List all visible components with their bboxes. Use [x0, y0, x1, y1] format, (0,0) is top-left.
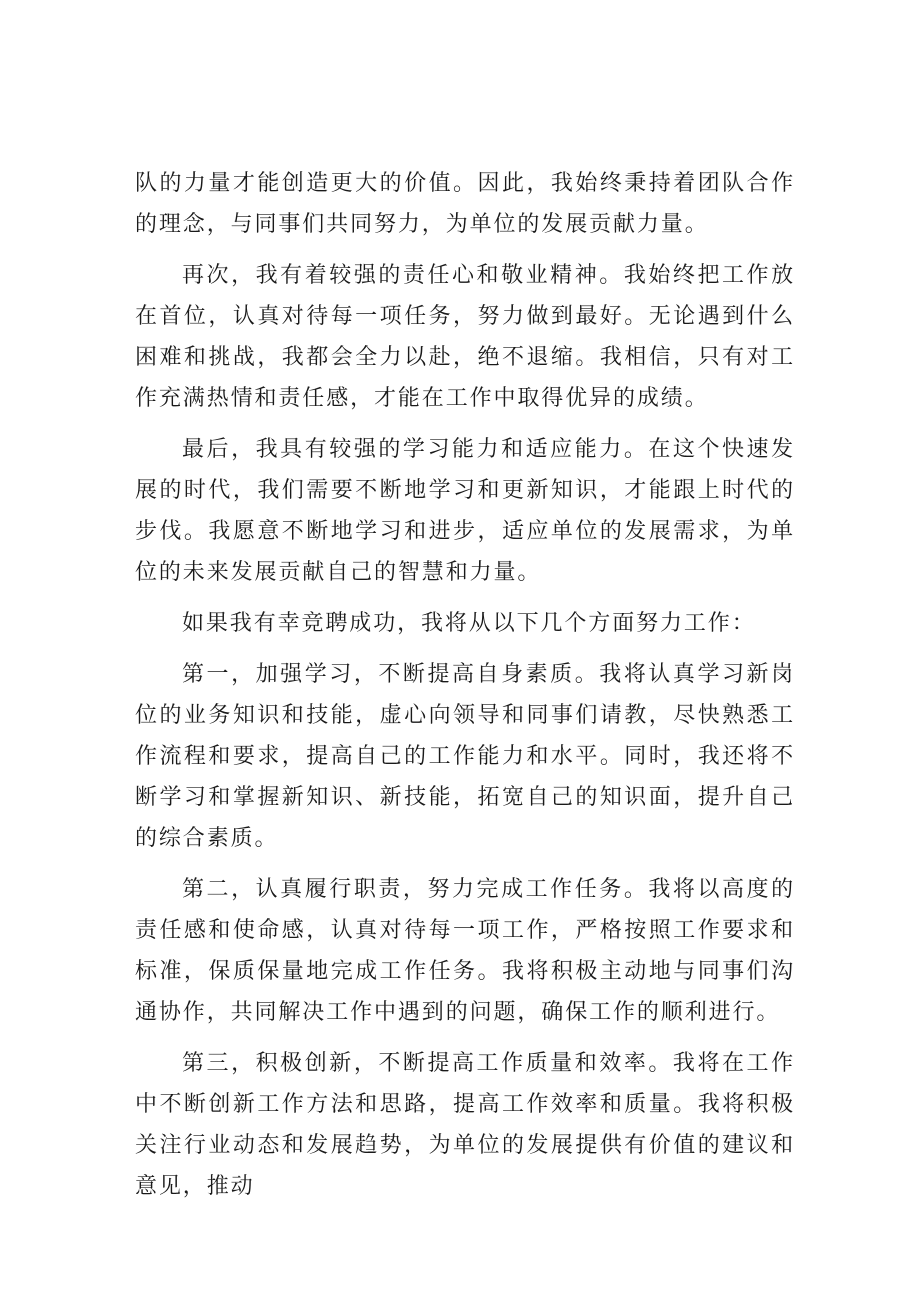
paragraph-plan-third: 第三，积极创新，不断提高工作质量和效率。我将在工作中不断创新工作方法和思路，提高工作效率和质量。我将积极关注行业动态和发展趋势，为单位的发展提供有价值的建议和意见，推动 [135, 1051, 795, 1199]
paragraph-continuation: 队的力量才能创造更大的价值。因此，我始终秉持着团队合作的理念，与同事们共同努力，为单位的发展贡献力量。 [135, 171, 795, 237]
paragraph-plan-first: 第一，加强学习，不断提高自身素质。我将认真学习新岗位的业务知识和技能，虚心向领导和同事们请教，尽快熟悉工作流程和要求，提高自己的工作能力和水平。同时，我还将不断学习和掌握新知识、新技能，拓宽自己的知识面，提升自己的综合素质。 [135, 662, 795, 851]
paragraph-learning-ability: 最后，我具有较强的学习能力和适应能力。在这个快速发展的时代，我们需要不断地学习和更新知识，才能跟上时代的步伐。我愿意不断地学习和进步，适应单位的发展需求，为单位的未来发展贡献自己的智慧和力量。 [135, 437, 795, 585]
paragraph-responsibility: 再次，我有着较强的责任心和敬业精神。我始终把工作放在首位，认真对待每一项任务，努力做到最好。无论遇到什么困难和挑战，我都会全力以赴，绝不退缩。我相信，只有对工作充满热情和责任感，才能在工作中取得优异的成绩。 [135, 263, 795, 411]
document-body [135, 163, 795, 1217]
paragraph-plan-second: 第二，认真履行职责，努力完成工作任务。我将以高度的责任感和使命感，认真对待每一项工作，严格按照工作要求和标准，保质保量地完成工作任务。我将积极主动地与同事们沟通协作，共同解决工作中遇到的问题，确保工作的顺利进行。 [135, 877, 795, 1025]
paragraph-plan-intro: 如果我有幸竞聘成功，我将从以下几个方面努力工作： [182, 611, 756, 636]
